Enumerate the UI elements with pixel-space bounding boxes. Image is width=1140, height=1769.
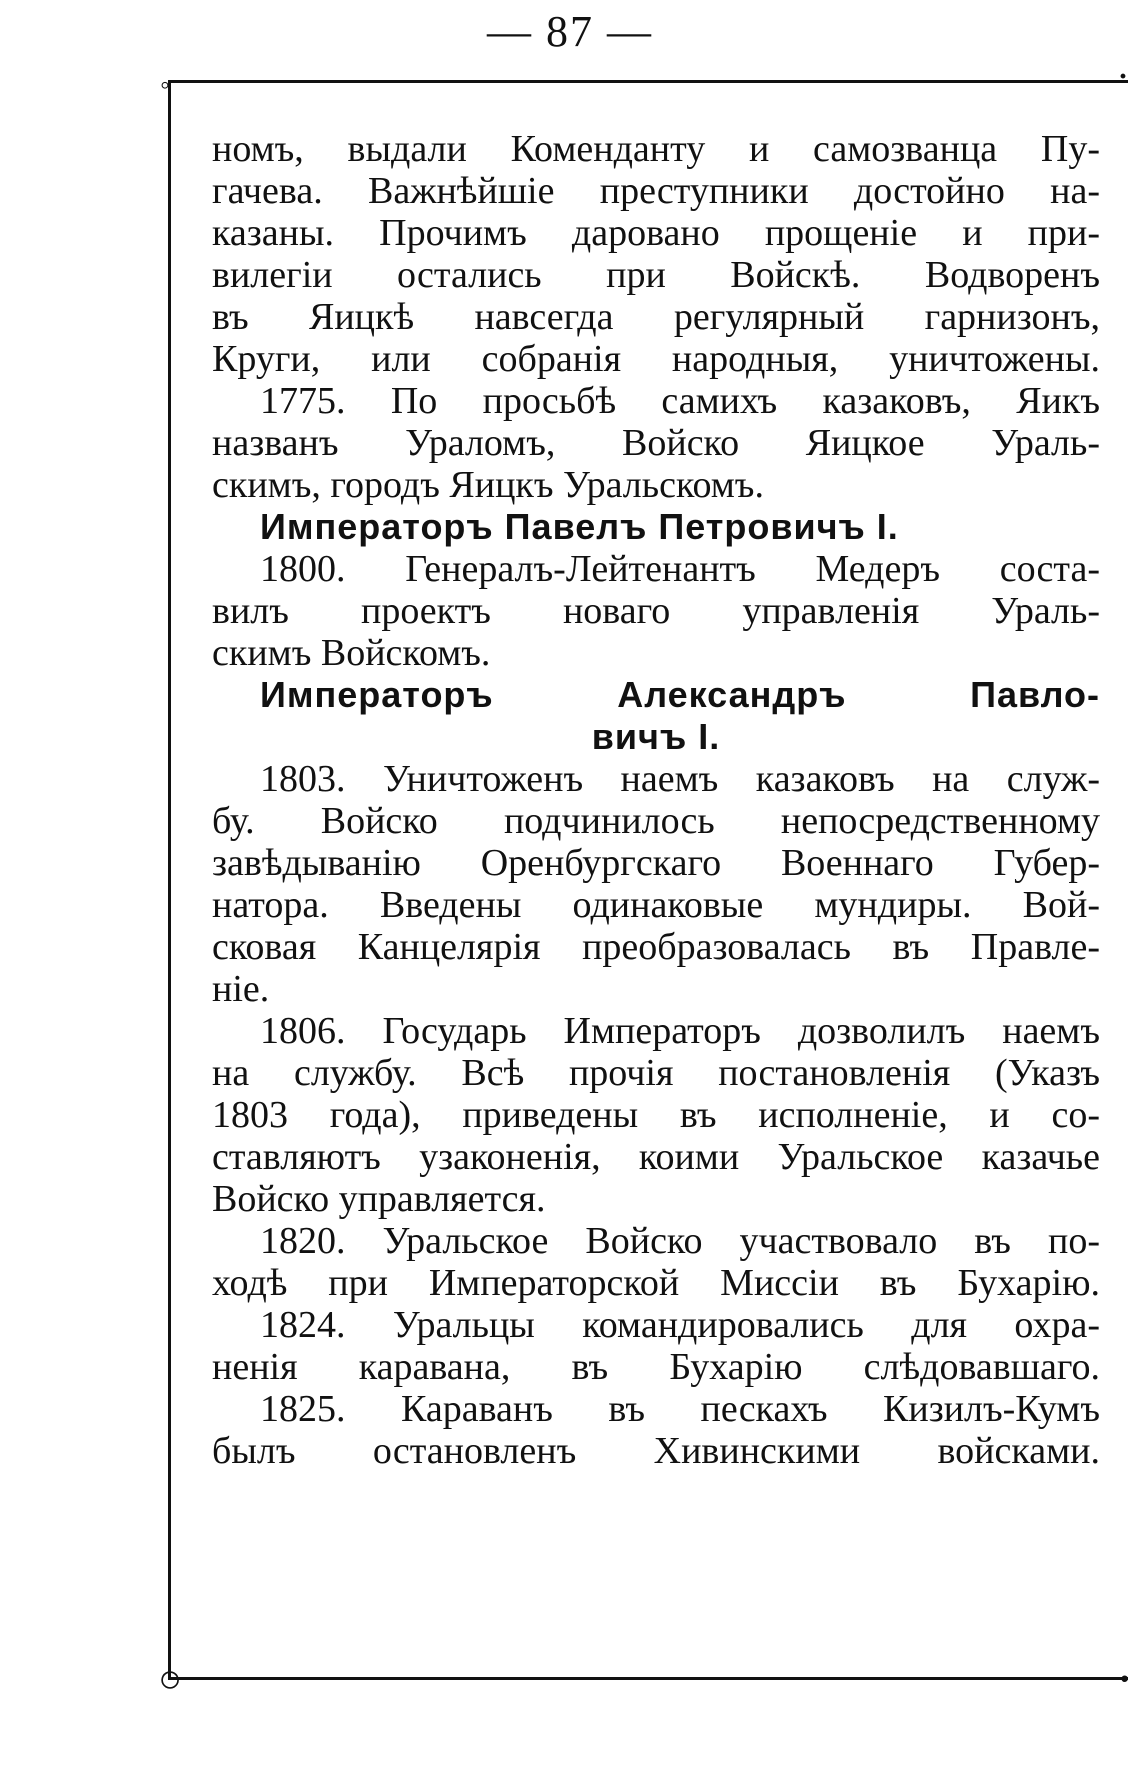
text-line: былъ остановленъ Хивинскими войсками. [212, 1430, 1100, 1472]
text-line: на службу. Всѣ прочія постановленія (Указъ [212, 1052, 1100, 1094]
body-text [212, 128, 1100, 1472]
section-heading: вичъ I. [591, 716, 721, 757]
text-line: скимъ Войскомъ. [212, 632, 491, 674]
text-line: 1806. Государь Императоръ дозволилъ наемъ [260, 1010, 1100, 1052]
text-line: вилъ проектъ новаго управленія Ураль- [212, 590, 1100, 632]
left-margin-rule [168, 80, 171, 1680]
text-line: 1803 года), приведены въ исполненіе, и со- [212, 1094, 1100, 1136]
text-line: завѣдыванію Оренбургскаго Военнаго Губер- [212, 842, 1100, 884]
corner-ornament-bottom-left: ○ [158, 1656, 183, 1701]
page-number: — 87 — [487, 7, 653, 56]
text-line: ніе. [212, 968, 270, 1010]
text-line: ставляютъ узаконенія, коими Уральское казачье [212, 1136, 1100, 1178]
corner-ornament-top-right: · [1118, 60, 1129, 93]
top-rule [168, 80, 1128, 83]
text-line: гачева. Важнѣйшіе преступники достойно на- [212, 170, 1100, 212]
bottom-rule [168, 1677, 1128, 1680]
text-line: 1824. Уральцы командировались для охра- [260, 1304, 1100, 1346]
text-line: ходѣ при Императорской Миссіи въ Бухарію. [212, 1262, 1100, 1304]
text-line: 1803. Уничтоженъ наемъ казаковъ на служ- [260, 758, 1100, 800]
text-line: 1800. Генералъ-Лейтенантъ Медеръ соста- [260, 548, 1100, 590]
text-line: вилегіи остались при Войскѣ. Водворенъ [212, 254, 1100, 296]
text-line: 1775. По просьбѣ самихъ казаковъ, Яикъ [260, 380, 1100, 422]
text-line: названъ Ураломъ, Войско Яицкое Ураль- [212, 422, 1100, 464]
text-line: казаны. Прочимъ даровано прощеніе и при- [212, 212, 1100, 254]
corner-ornament-bottom-right: · [1118, 1656, 1132, 1701]
text-line: въ Яицкѣ навсегда регулярный гарнизонъ, [212, 296, 1100, 338]
text-line: натора. Введены одинаковые мундиры. Вой- [212, 884, 1100, 926]
text-line: скимъ, городъ Яицкъ Уральскомъ. [212, 464, 764, 506]
text-line: ненія каравана, въ Бухарію слѣдовавшаго. [212, 1346, 1100, 1388]
text-line: 1820. Уральское Войско участвовало въ по- [260, 1220, 1100, 1262]
section-heading: Императоръ Павелъ Петровичъ I. [260, 506, 899, 547]
text-line: номъ, выдали Коменданту и самозванца Пу- [212, 128, 1100, 170]
section-heading: Императоръ Александръ Павло- [260, 674, 1100, 715]
text-line: Круги, или собранія народныя, уничтожены. [212, 338, 1100, 380]
text-line: сковая Канцелярія преобразовалась въ Правле- [212, 926, 1100, 968]
text-line: бу. Войско подчинилось непосредственному [212, 800, 1100, 842]
text-line: 1825. Караванъ въ пескахъ Кизилъ-Кумъ [260, 1388, 1100, 1430]
corner-ornament-top-left: ◦ [160, 70, 170, 101]
text-line: Войско управляется. [212, 1178, 546, 1220]
